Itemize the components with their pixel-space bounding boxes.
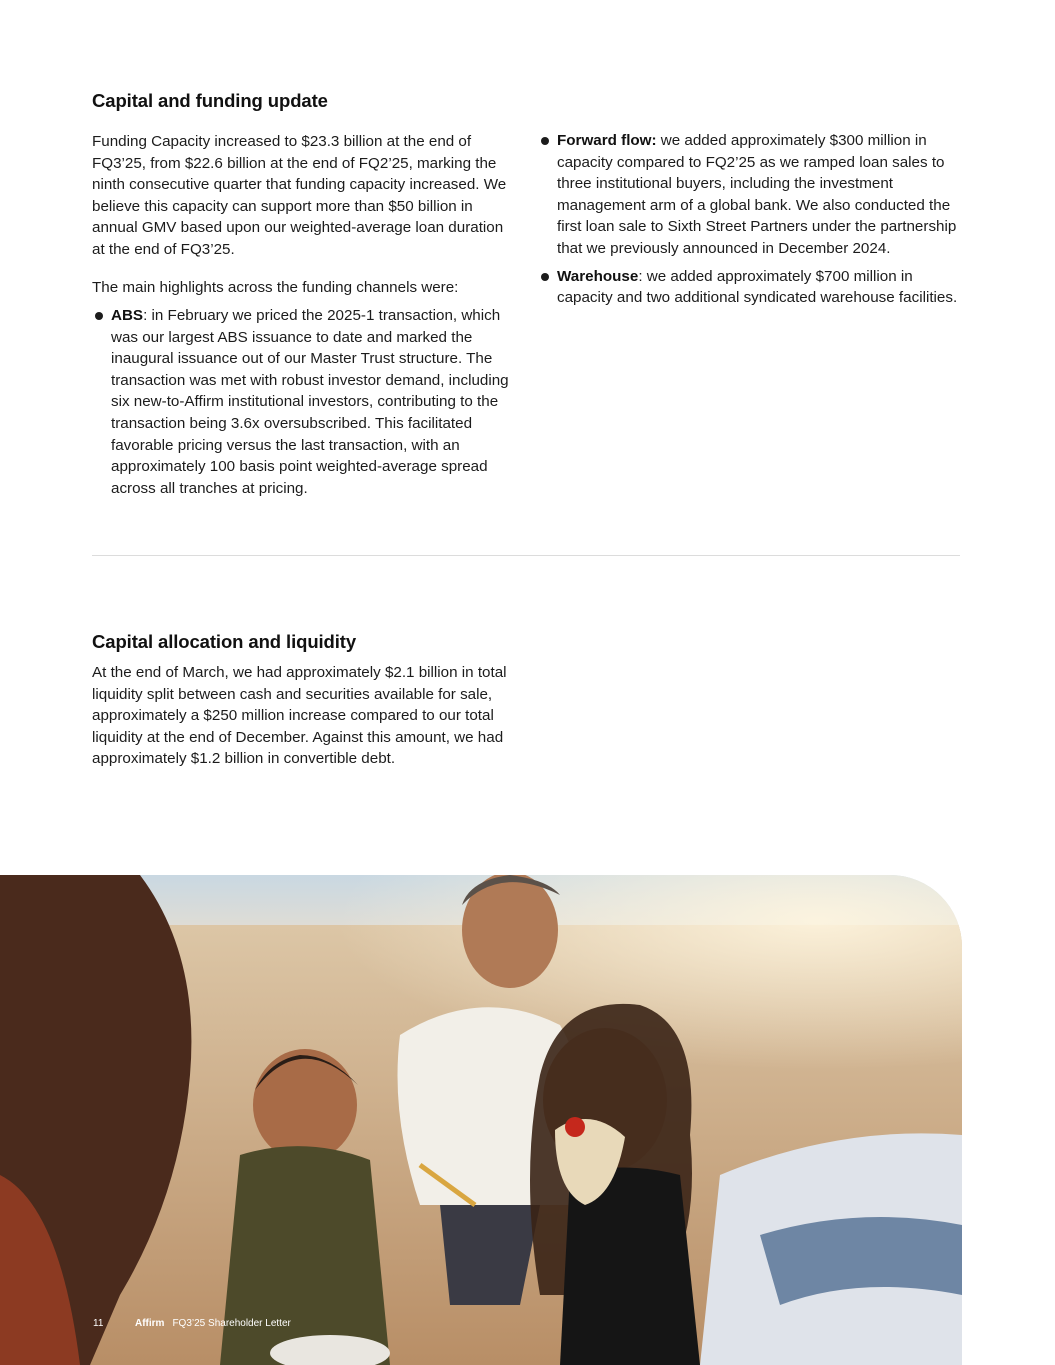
bullet-label: ABS	[111, 307, 144, 324]
highlights-intro: The main highlights across the funding channels were:	[92, 279, 459, 296]
bullet-dot	[541, 137, 549, 145]
bullet-dot	[541, 273, 549, 281]
section-divider	[92, 555, 960, 556]
photo-illustration	[0, 875, 962, 1365]
bullet-forward-flow	[538, 130, 960, 260]
bullet-abs	[92, 305, 522, 499]
tomato	[565, 1117, 585, 1137]
page-number: 11	[93, 1318, 104, 1329]
page-footer	[93, 1318, 291, 1329]
section-heading-capital-funding: Capital and funding update	[92, 90, 328, 111]
bullet-list-left	[92, 305, 522, 499]
bullet-label: Warehouse	[557, 267, 639, 285]
liquidity-paragraph: At the end of March, we had approximately $2.1 billion in total liquidity split between cash and securities available for sale, approximately a $250 million increase compared to our total liquidity at the end of December. Against this amount, we had approximately $1.2 billion in convertible debt.	[92, 664, 507, 768]
funding-capacity-paragraph: Funding Capacity increased to $23.3 billion at the end of FQ3’25, from $22.6 billion at the end of FQ2’25, marking the ninth consecutive quarter that funding capacity increased. We believe this capacity can support more than $50 billion in annual GMV based upon our weighted-average loan duration at the end of FQ3’25.	[92, 133, 507, 258]
footer-brand: Affirm	[135, 1318, 165, 1329]
bullet-warehouse	[538, 266, 960, 309]
boy-head	[253, 1049, 357, 1161]
bullet-dot	[95, 312, 103, 320]
family-beach-photo	[0, 875, 962, 1365]
bullet-list-right	[538, 130, 960, 309]
boy-shirt	[220, 1146, 390, 1365]
bullet-label: Forward flow:	[557, 132, 657, 149]
bullet-text: : we added approximately $700 million in capacity and two additional syndicated warehouse facilities.	[557, 267, 958, 307]
bullet-text: we added approximately $300 million in capacity compared to FQ2’25 as we ramped loan sales to three institutional buyers, including the investment management arm of a global bank. We also conducted the first loan sale to Sixth Street Partners under the partnership that we previously announced in December 2024.	[557, 132, 957, 257]
section-heading-capital-allocation: Capital allocation and liquidity	[92, 631, 357, 652]
bullet-text: : in February we priced the 2025-1 transaction, which was our largest ABS issuance to date and marked the inaugural issuance out of our Master Trust structure. The transaction was met with robust investor demand, including six new-to-Affirm institutional investors, contributing to the transaction being 3.6x oversubscribed. This facilitated favorable pricing versus the last transaction, with an approximately 100 basis point weighted-average spread across all tranches at pricing.	[111, 307, 509, 497]
footer-doc-title: FQ3’25 Shareholder Letter	[172, 1318, 291, 1329]
